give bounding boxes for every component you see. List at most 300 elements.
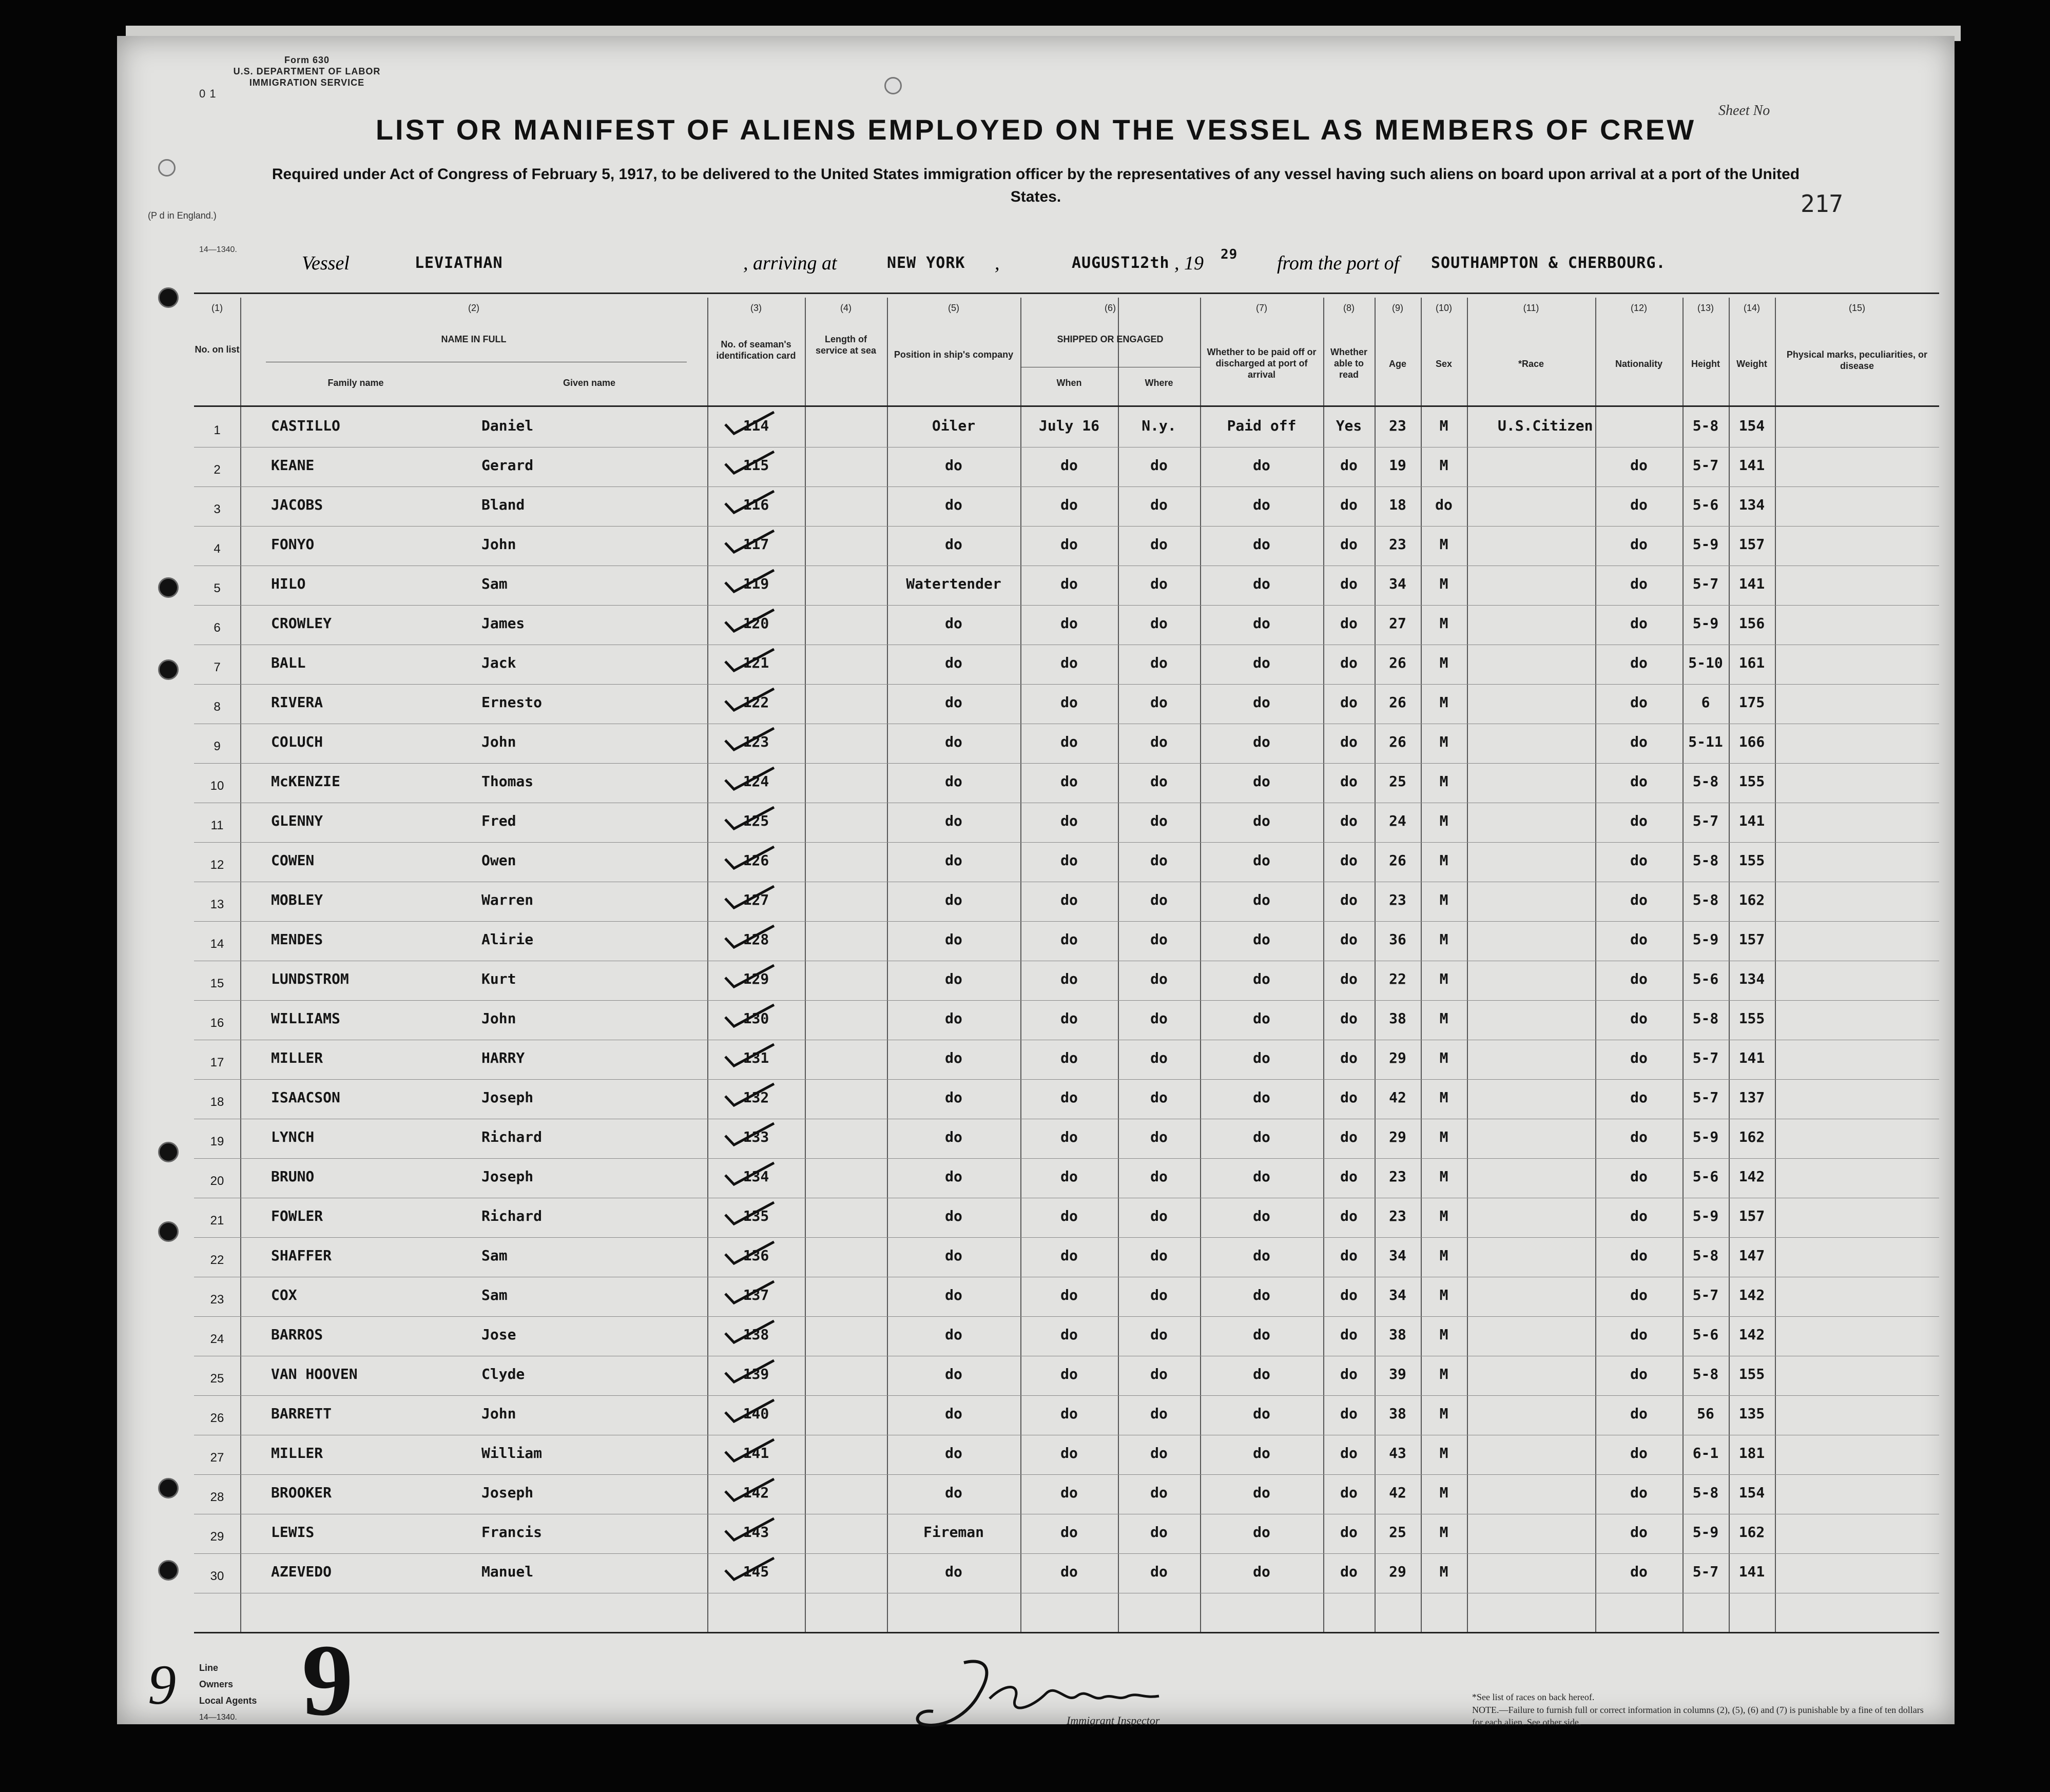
cell-given: HARRY xyxy=(481,1049,525,1066)
cell-where: do xyxy=(1150,812,1168,829)
cell-position: do xyxy=(945,1089,962,1106)
cell-position: do xyxy=(945,1445,962,1462)
races-note: *See list of races on back hereof. xyxy=(1472,1692,1595,1702)
cell-weight: 134 xyxy=(1738,970,1765,987)
table-row xyxy=(194,1356,1939,1395)
check-mark-icon xyxy=(723,1279,779,1305)
cell-age: 38 xyxy=(1389,1010,1406,1027)
service-name: IMMIGRATION SERVICE xyxy=(249,77,365,88)
table-row xyxy=(194,527,1939,566)
cell-read: do xyxy=(1340,654,1358,671)
table-row xyxy=(194,408,1939,447)
cell-given: Joseph xyxy=(481,1484,534,1501)
cell-sex: M xyxy=(1439,812,1448,829)
cell-given: Sam xyxy=(481,1287,508,1303)
cell-card: 140 xyxy=(743,1405,769,1422)
cell-where: do xyxy=(1150,654,1168,671)
cell-race: do xyxy=(1630,1010,1648,1027)
cell-read: do xyxy=(1340,970,1358,987)
cell-sex: M xyxy=(1439,694,1448,711)
owners-label: Owners xyxy=(199,1679,234,1689)
table-row xyxy=(194,1238,1939,1277)
cell-position: do xyxy=(945,970,962,987)
cell-weight: 141 xyxy=(1738,1049,1765,1066)
cell-height: 5-7 xyxy=(1692,1287,1719,1303)
cell-paid: do xyxy=(1253,1366,1270,1382)
handwritten-9-large: 9 xyxy=(302,1624,353,1737)
cell-when: do xyxy=(1060,457,1078,474)
cell-where: do xyxy=(1150,1563,1168,1580)
cell-paid: do xyxy=(1253,615,1270,632)
cell-position: do xyxy=(945,1247,962,1264)
cell-read: do xyxy=(1340,1484,1358,1501)
cell-age: 29 xyxy=(1389,1128,1406,1145)
cell-weight: 142 xyxy=(1738,1326,1765,1343)
cell-sex: M xyxy=(1439,457,1448,474)
cell-family: COWEN xyxy=(271,852,315,869)
header-position: Position in ship's company xyxy=(894,349,1014,360)
cell-age: 26 xyxy=(1389,694,1406,711)
cell-paid: do xyxy=(1253,1247,1270,1264)
colnum-2: (2) xyxy=(468,303,479,313)
check-mark-icon xyxy=(723,1042,779,1068)
cell-when: do xyxy=(1060,1405,1078,1422)
cell-race: do xyxy=(1630,852,1648,869)
cell-age: 18 xyxy=(1389,496,1406,513)
table-row xyxy=(194,843,1939,882)
cell-race: do xyxy=(1630,1128,1648,1145)
cell-family: McKENZIE xyxy=(271,773,340,790)
cell-where: do xyxy=(1150,1445,1168,1462)
cell-paid: do xyxy=(1253,496,1270,513)
cell-given: Alirie xyxy=(481,931,534,948)
cell-weight: 161 xyxy=(1738,654,1765,671)
cell-race: do xyxy=(1630,1366,1648,1382)
cell-weight: 155 xyxy=(1738,1010,1765,1027)
cell-race: do xyxy=(1630,1326,1648,1343)
header-no-on-list: No. on list xyxy=(195,344,240,355)
cell-where: do xyxy=(1150,1366,1168,1382)
cell-n: 13 xyxy=(210,898,224,911)
colnum-8: (8) xyxy=(1343,303,1355,313)
table-row xyxy=(194,685,1939,724)
header-nationality: Nationality xyxy=(1615,359,1662,369)
cell-height: 5-9 xyxy=(1692,536,1719,553)
cell-position: do xyxy=(945,1128,962,1145)
table-row xyxy=(194,1435,1939,1474)
small-mark: 0 1 xyxy=(199,87,217,100)
cell-race: do xyxy=(1630,1563,1648,1580)
cell-age: 23 xyxy=(1389,417,1406,434)
cell-read: do xyxy=(1340,1207,1358,1224)
table-row xyxy=(194,1040,1939,1079)
cell-weight: 141 xyxy=(1738,812,1765,829)
header-name-in-full: NAME IN FULL xyxy=(441,334,507,344)
cell-card: 123 xyxy=(743,733,769,750)
cell-card: 124 xyxy=(743,773,769,790)
cell-paid: do xyxy=(1253,1484,1270,1501)
cell-race: do xyxy=(1630,457,1648,474)
cell-family: ISAACSON xyxy=(271,1089,340,1106)
cell-read: do xyxy=(1340,1247,1358,1264)
cell-age: 27 xyxy=(1389,615,1406,632)
cell-when: do xyxy=(1060,1524,1078,1541)
cell-weight: 134 xyxy=(1738,496,1765,513)
header-physical: Physical marks, peculiarities, or disease xyxy=(1786,349,1928,371)
cell-age: 39 xyxy=(1389,1366,1406,1382)
table-row xyxy=(194,1198,1939,1237)
colnum-13: (13) xyxy=(1697,303,1714,313)
cell-when: do xyxy=(1060,1247,1078,1264)
cell-card: 145 xyxy=(743,1563,769,1580)
cell-sex: M xyxy=(1439,1168,1448,1185)
cell-read: do xyxy=(1340,575,1358,592)
cell-where: do xyxy=(1150,1524,1168,1541)
cell-given: Kurt xyxy=(481,970,516,987)
cell-card: 131 xyxy=(743,1049,769,1066)
check-mark-icon xyxy=(723,766,779,791)
cell-n: 27 xyxy=(210,1451,224,1465)
cell-given: Francis xyxy=(481,1524,543,1541)
cell-paid: do xyxy=(1253,891,1270,908)
cell-age: 34 xyxy=(1389,1247,1406,1264)
arriving-label: , arriving at xyxy=(743,252,837,274)
cell-when: do xyxy=(1060,1366,1078,1382)
cell-when: do xyxy=(1060,891,1078,908)
cell-weight: 141 xyxy=(1738,575,1765,592)
cell-weight: 166 xyxy=(1738,733,1765,750)
cell-family: BARROS xyxy=(271,1326,323,1343)
cell-where: do xyxy=(1150,1168,1168,1185)
cell-given: Bland xyxy=(481,496,525,513)
footer-form-code: 14—1340. xyxy=(199,1713,237,1722)
cell-race: do xyxy=(1630,1524,1648,1541)
page-subtitle: Required under Act of Congress of February 5, 1917, to be delivered to the United States immigration officer by the representatives of any vessel having such aliens on board upon arrival at a port of the United States. xyxy=(272,166,1800,205)
cell-read: do xyxy=(1340,812,1358,829)
table-row xyxy=(194,764,1939,803)
cell-when: do xyxy=(1060,1563,1078,1580)
cell-given: Richard xyxy=(481,1128,543,1145)
cell-weight: 141 xyxy=(1738,1563,1765,1580)
cell-family: FONYO xyxy=(271,536,315,553)
cell-card: 125 xyxy=(743,812,769,829)
header-weight: Weight xyxy=(1736,359,1767,369)
cell-age: 38 xyxy=(1389,1326,1406,1343)
cell-position: do xyxy=(945,931,962,948)
cell-position: do xyxy=(945,1563,962,1580)
cell-when: do xyxy=(1060,615,1078,632)
year-suffix: 29 xyxy=(1221,247,1238,262)
check-mark-icon xyxy=(723,529,779,554)
cell-n: 4 xyxy=(214,542,221,556)
cell-card: 136 xyxy=(743,1247,769,1264)
cell-paid: do xyxy=(1253,733,1270,750)
cell-height: 5-6 xyxy=(1692,496,1719,513)
from-port-label: from the port of xyxy=(1277,252,1400,274)
colnum-1: (1) xyxy=(211,303,223,313)
cell-where: do xyxy=(1150,575,1168,592)
cell-n: 11 xyxy=(210,819,224,832)
cell-n: 14 xyxy=(210,937,224,951)
cell-sex: M xyxy=(1439,931,1448,948)
cell-position: do xyxy=(945,1366,962,1382)
colnum-9: (9) xyxy=(1392,303,1403,313)
cell-where: do xyxy=(1150,733,1168,750)
cell-sex: M xyxy=(1439,575,1448,592)
cell-given: John xyxy=(481,536,516,553)
cell-given: Gerard xyxy=(481,457,534,474)
cell-paid: do xyxy=(1253,1445,1270,1462)
cell-race: do xyxy=(1630,733,1648,750)
cell-given: Joseph xyxy=(481,1168,534,1185)
cell-weight: 157 xyxy=(1738,931,1765,948)
cell-card: 142 xyxy=(743,1484,769,1501)
colnum-7: (7) xyxy=(1256,303,1267,313)
table-row xyxy=(194,566,1939,605)
cell-weight: 142 xyxy=(1738,1287,1765,1303)
cell-age: 38 xyxy=(1389,1405,1406,1422)
cell-read: do xyxy=(1340,1089,1358,1106)
cell-given: John xyxy=(481,1010,516,1027)
cell-sex: M xyxy=(1439,891,1448,908)
cell-family: BALL xyxy=(271,654,306,671)
cell-given: John xyxy=(481,733,516,750)
colnum-3: (3) xyxy=(750,303,762,313)
cell-where: do xyxy=(1150,615,1168,632)
cell-family: CASTILLO xyxy=(271,417,340,434)
cell-sex: M xyxy=(1439,1089,1448,1106)
check-mark-icon xyxy=(723,1437,779,1463)
cell-position: do xyxy=(945,1405,962,1422)
cell-card: 137 xyxy=(743,1287,769,1303)
vessel-line xyxy=(117,249,1955,280)
cell-given: Warren xyxy=(481,891,534,908)
cell-n: 10 xyxy=(210,779,224,793)
cell-card: 143 xyxy=(743,1524,769,1541)
cell-card: 127 xyxy=(743,891,769,908)
cell-read: do xyxy=(1340,1010,1358,1027)
cell-where: do xyxy=(1150,1405,1168,1422)
table-row xyxy=(194,1159,1939,1198)
cell-when: do xyxy=(1060,1010,1078,1027)
header-rule xyxy=(194,293,1939,294)
cell-race: do xyxy=(1630,536,1648,553)
table-row xyxy=(194,1554,1939,1593)
department-name: U.S. DEPARTMENT OF LABOR xyxy=(233,66,381,76)
cell-read: do xyxy=(1340,733,1358,750)
cell-when: do xyxy=(1060,970,1078,987)
cell-card: 130 xyxy=(743,1010,769,1027)
cell-race: do xyxy=(1630,931,1648,948)
cell-read: Yes xyxy=(1336,417,1362,434)
cell-where: do xyxy=(1150,891,1168,908)
check-mark-icon xyxy=(723,1240,779,1265)
header-able-read: Whether able to read xyxy=(1330,347,1367,380)
cell-position: do xyxy=(945,852,962,869)
cell-card: 129 xyxy=(743,970,769,987)
cell-given: Fred xyxy=(481,812,516,829)
cell-weight: 137 xyxy=(1738,1089,1765,1106)
cell-weight: 142 xyxy=(1738,1168,1765,1185)
cell-sex: M xyxy=(1439,1247,1448,1264)
cell-n: 18 xyxy=(210,1095,224,1109)
punch-hole xyxy=(158,287,179,308)
cell-position: do xyxy=(945,812,962,829)
cell-age: 23 xyxy=(1389,1168,1406,1185)
cell-when: do xyxy=(1060,1484,1078,1501)
punch-hole xyxy=(158,1221,179,1242)
cell-where: do xyxy=(1150,1010,1168,1027)
cell-paid: do xyxy=(1253,1128,1270,1145)
cell-family: AZEVEDO xyxy=(271,1563,332,1580)
cell-height: 5-9 xyxy=(1692,1207,1719,1224)
cell-paid: Paid off xyxy=(1227,417,1297,434)
colnum-15: (15) xyxy=(1848,303,1865,313)
cell-card: 126 xyxy=(743,852,769,869)
cell-n: 29 xyxy=(210,1530,224,1544)
check-mark-icon xyxy=(723,1319,779,1345)
cell-where: do xyxy=(1150,773,1168,790)
cell-card: 121 xyxy=(743,654,769,671)
cell-n: 2 xyxy=(214,463,221,477)
cell-age: 42 xyxy=(1389,1484,1406,1501)
cell-sex: M xyxy=(1439,1524,1448,1541)
table-row xyxy=(194,1514,1939,1553)
cell-when: do xyxy=(1060,694,1078,711)
check-mark-icon xyxy=(723,1200,779,1226)
header-bottom-rule xyxy=(194,405,1939,407)
table-row xyxy=(194,1475,1939,1514)
colnum-14: (14) xyxy=(1743,303,1760,313)
cell-paid: do xyxy=(1253,1524,1270,1541)
cell-race: do xyxy=(1630,694,1648,711)
cell-sex: M xyxy=(1439,1049,1448,1066)
cell-race: do xyxy=(1630,1168,1648,1185)
cell-race: do xyxy=(1630,891,1648,908)
cell-race: U.S.Citizen xyxy=(1498,417,1593,434)
cell-paid: do xyxy=(1253,812,1270,829)
inspector-label: Immigrant Inspector xyxy=(1067,1714,1160,1727)
cell-n: 26 xyxy=(210,1411,224,1425)
cell-given: John xyxy=(481,1405,516,1422)
cell-weight: 155 xyxy=(1738,773,1765,790)
cell-n: 17 xyxy=(210,1056,224,1069)
check-mark-icon xyxy=(723,410,779,436)
cell-where: do xyxy=(1150,1326,1168,1343)
check-mark-icon xyxy=(723,608,779,633)
cell-family: FOWLER xyxy=(271,1207,323,1224)
cell-age: 23 xyxy=(1389,891,1406,908)
cell-when: do xyxy=(1060,931,1078,948)
cell-age: 29 xyxy=(1389,1049,1406,1066)
cell-age: 29 xyxy=(1389,1563,1406,1580)
check-mark-icon xyxy=(723,1398,779,1424)
cell-when: do xyxy=(1060,1089,1078,1106)
cell-race: do xyxy=(1630,773,1648,790)
colnum-6: (6) xyxy=(1105,303,1116,313)
cell-age: 26 xyxy=(1389,654,1406,671)
cell-height: 5-7 xyxy=(1692,457,1719,474)
cell-position: Fireman xyxy=(923,1524,984,1541)
cell-race: do xyxy=(1630,1089,1648,1106)
cell-position: Watertender xyxy=(906,575,1001,592)
cell-position: do xyxy=(945,496,962,513)
check-mark-icon xyxy=(723,805,779,831)
cell-position: do xyxy=(945,1010,962,1027)
cell-race: do xyxy=(1630,496,1648,513)
cell-when: do xyxy=(1060,1128,1078,1145)
cell-sex: M xyxy=(1439,1326,1448,1343)
cell-race: do xyxy=(1630,812,1648,829)
cell-when: do xyxy=(1060,1207,1078,1224)
table-row xyxy=(194,606,1939,645)
cell-weight: 157 xyxy=(1738,536,1765,553)
cell-race: do xyxy=(1630,1484,1648,1501)
cell-family: MILLER xyxy=(271,1445,323,1462)
check-mark-icon xyxy=(723,489,779,515)
vessel-label: Vessel xyxy=(302,252,350,274)
colnum-10: (10) xyxy=(1435,303,1452,313)
cell-where: do xyxy=(1150,457,1168,474)
cell-weight: 157 xyxy=(1738,1207,1765,1224)
cell-age: 19 xyxy=(1389,457,1406,474)
cell-when: do xyxy=(1060,1168,1078,1185)
cell-race: do xyxy=(1630,1247,1648,1264)
cell-n: 24 xyxy=(210,1332,224,1346)
check-mark-icon xyxy=(723,924,779,949)
cell-n: 20 xyxy=(210,1174,224,1188)
header-length-service: Length of service at sea xyxy=(815,334,877,356)
table-row xyxy=(194,882,1939,921)
cell-weight: 154 xyxy=(1738,1484,1765,1501)
check-mark-icon xyxy=(723,568,779,594)
cell-family: JACOBS xyxy=(271,496,323,513)
cell-paid: do xyxy=(1253,970,1270,987)
cell-family: COLUCH xyxy=(271,733,323,750)
cell-paid: do xyxy=(1253,1010,1270,1027)
cell-card: 122 xyxy=(743,694,769,711)
manifest-footer xyxy=(148,1624,1939,1737)
check-mark-icon xyxy=(723,1516,779,1542)
cell-where: do xyxy=(1150,852,1168,869)
cell-when: do xyxy=(1060,1445,1078,1462)
cell-read: do xyxy=(1340,1445,1358,1462)
cell-card: 116 xyxy=(743,496,769,513)
cell-given: Jose xyxy=(481,1326,516,1343)
cell-where: do xyxy=(1150,1247,1168,1264)
cell-card: 114 xyxy=(743,417,769,434)
cell-n: 12 xyxy=(210,858,224,872)
table-row xyxy=(194,724,1939,763)
cell-paid: do xyxy=(1253,1326,1270,1343)
printed-in-note: (P d in England.) xyxy=(148,210,217,221)
header-shipped: SHIPPED OR ENGAGED xyxy=(1057,334,1164,344)
cell-age: 36 xyxy=(1389,931,1406,948)
cell-race: do xyxy=(1630,1287,1648,1303)
cell-n: 28 xyxy=(210,1490,224,1504)
cell-paid: do xyxy=(1253,852,1270,869)
cell-given: Clyde xyxy=(481,1366,525,1382)
cell-read: do xyxy=(1340,1128,1358,1145)
cell-given: Daniel xyxy=(481,417,534,434)
cell-height: 6-1 xyxy=(1692,1445,1719,1462)
cell-where: do xyxy=(1150,1287,1168,1303)
cell-position: do xyxy=(945,694,962,711)
cell-given: Jack xyxy=(481,654,516,671)
table-row xyxy=(194,1277,1939,1316)
cell-height: 5-8 xyxy=(1692,1484,1719,1501)
cell-when: do xyxy=(1060,496,1078,513)
